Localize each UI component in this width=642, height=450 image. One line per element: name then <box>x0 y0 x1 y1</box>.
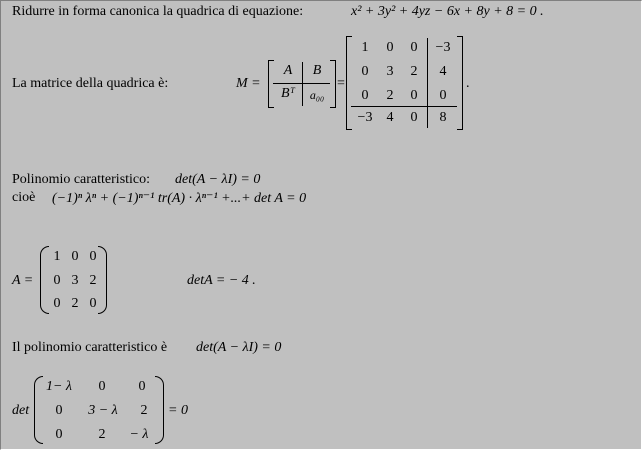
m4-cell: 3 <box>386 64 394 79</box>
matrix-label: La matrice della quadrica è: <box>12 76 169 91</box>
ma-cell: 0 <box>89 249 97 264</box>
result-text: Il polinomio caratteristico è <box>12 340 168 355</box>
m4-cell: 4 <box>386 110 394 125</box>
ma-cell: 2 <box>89 273 97 288</box>
m4-cell: 8 <box>439 110 447 125</box>
matrix4-horizontal-divider <box>351 106 457 107</box>
det-equals-zero: = 0 <box>168 403 188 418</box>
block-BT: Bᵀ <box>281 86 295 101</box>
matrix-m-lhs: M = <box>236 76 261 91</box>
m4-cell: 4 <box>439 64 447 79</box>
block-A: A <box>283 63 293 78</box>
m4-cell: 0 <box>410 40 418 55</box>
m4-cell: 0 <box>439 88 447 103</box>
m4-cell: 0 <box>410 88 418 103</box>
dm-cell: 0 <box>98 379 106 394</box>
char-poly-label: Polinomio caratteristico: <box>12 172 151 187</box>
dm-cell: 2 <box>140 403 148 418</box>
dm-cell: 2 <box>98 427 106 442</box>
ma-cell: 0 <box>89 296 97 311</box>
matrix-period: . <box>466 76 470 91</box>
ma-cell: 0 <box>53 296 61 311</box>
char-poly-formula: det(A − λI) = 0 <box>175 172 261 187</box>
m4-cell: −3 <box>435 40 451 55</box>
m4-cell: 0 <box>386 40 394 55</box>
m4-cell: 0 <box>410 110 418 125</box>
quadric-equation: x² + 3y² + 4yz − 6x + 8y + 8 = 0 . <box>351 4 544 19</box>
block-B: B <box>312 63 322 78</box>
dm-cell: 3 − λ <box>88 403 118 418</box>
m4-cell: −3 <box>357 110 373 125</box>
m4-cell: 1 <box>361 40 369 55</box>
dm-cell: 1− λ <box>45 379 72 394</box>
ma-cell: 1 <box>53 249 61 264</box>
dm-cell: − λ <box>129 427 149 442</box>
intro-text: Ridurre in forma canonica la quadrica di equazione: <box>12 4 304 19</box>
m4-cell: 0 <box>361 64 369 79</box>
m4-cell: 2 <box>410 64 418 79</box>
char-poly-cioe: cioè <box>12 190 36 205</box>
char-poly-expansion: (−1)ⁿ λⁿ + (−1)ⁿ⁻¹ tr(A) · λⁿ⁻¹ +...+ det A = 0 <box>52 191 307 206</box>
dm-cell: 0 <box>55 427 63 442</box>
dm-cell: 0 <box>55 403 63 418</box>
dm-cell: 0 <box>138 379 146 394</box>
ma-cell: 0 <box>71 249 79 264</box>
det-a-value: detA = − 4 . <box>187 273 256 288</box>
ma-cell: 0 <box>53 273 61 288</box>
ma-cell: 2 <box>71 296 79 311</box>
m4-cell: 0 <box>361 88 369 103</box>
block-a00: a₀₀ <box>309 88 325 102</box>
block-horizontal-divider <box>273 83 330 84</box>
ma-cell: 3 <box>71 273 79 288</box>
matrix-a-lhs: A = <box>12 273 34 288</box>
m4-cell: 2 <box>386 88 394 103</box>
matrix-equals: = <box>337 76 345 91</box>
det-label: det <box>12 403 30 418</box>
result-formula: det(A − λI) = 0 <box>196 340 282 355</box>
